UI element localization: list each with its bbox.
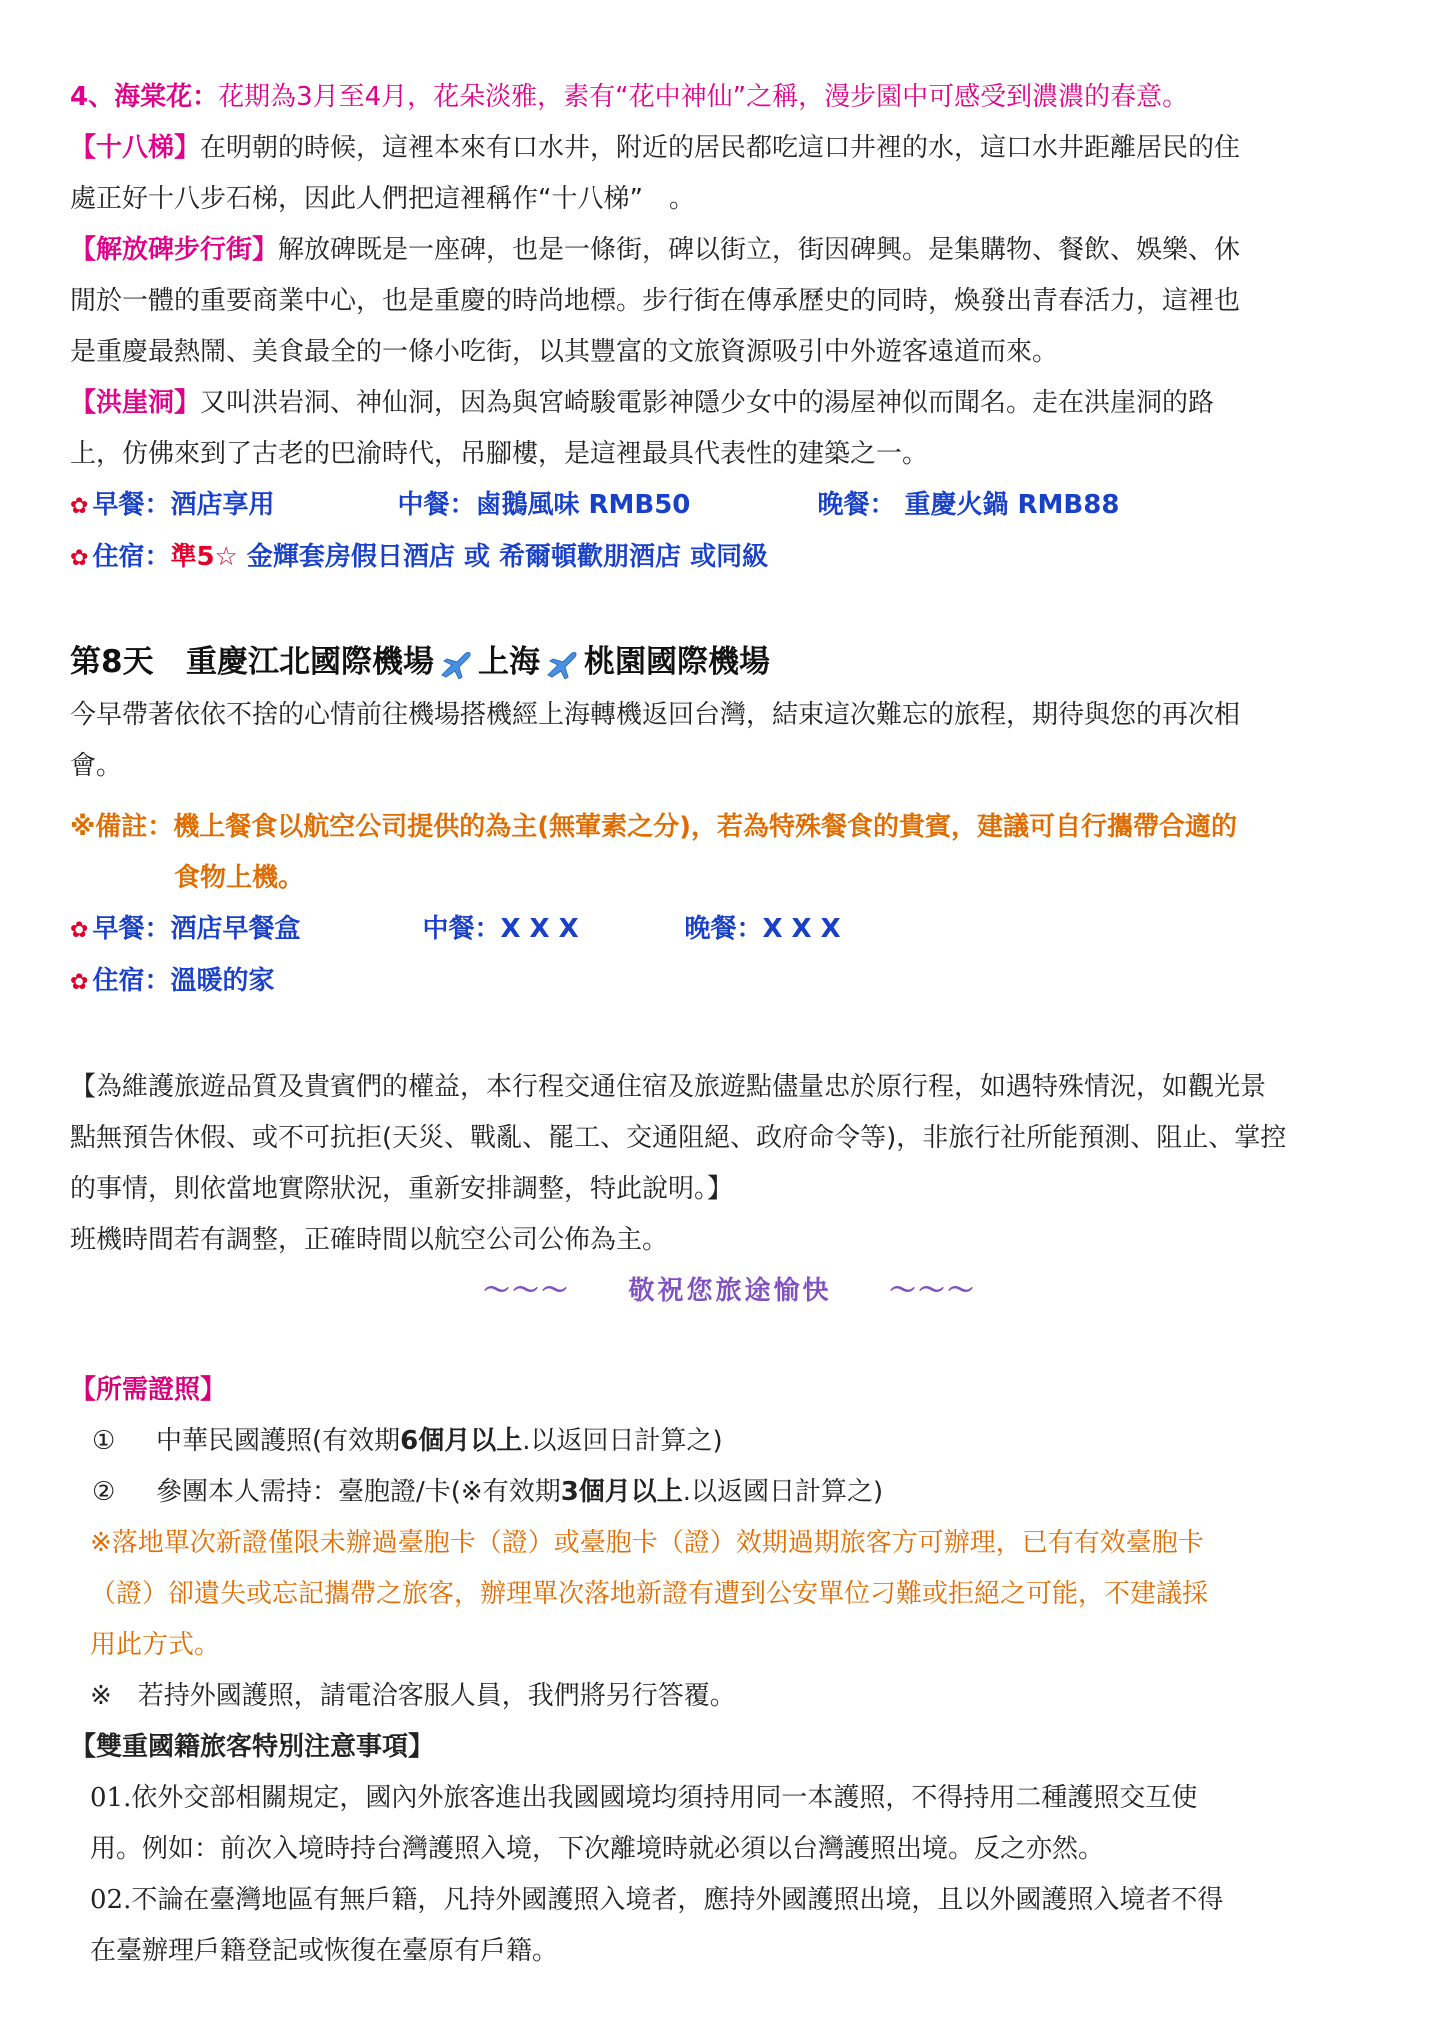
warning-1: ※落地單次新證僅限未辦過臺胞卡（證）或臺胞卡（證）效期過期旅客方可辦理，已有有效臺胞卡 [90, 1528, 1204, 1558]
hongya-line-2: 上，仿佛來到了古老的巴渝時代，吊腳樓，是這裡最具代表性的建築之一。 [70, 439, 929, 469]
day8-title [70, 634, 1390, 690]
dual-item-2-number: 02. [90, 1885, 132, 1915]
haitang-line [70, 72, 1390, 123]
hongya-text-1: 又叫洪岩洞、神仙洞，因為與宮崎駿電影神隱少女中的湯屋神似而聞名。走在洪崖洞的路 [200, 388, 1215, 418]
day8-hotel-text: 住宿：溫暖的家 [92, 966, 275, 996]
jiefang-text-1: 解放碑既是一座碑，也是一條街，碑以街立，街因碑興。是集購物、餐飲、娛樂、休 [278, 235, 1241, 265]
day8-desc-2: 會。 [70, 751, 123, 781]
day7-hotel-names: 金輝套房假日酒店 或 希爾頓歡朋酒店 或同級 [246, 542, 769, 572]
shiba-line-1 [70, 123, 1390, 174]
flower-icon: ✿ [70, 918, 89, 943]
documents-title: 【所需證照】 [70, 1375, 227, 1405]
day8-route-via: 上海 [477, 644, 540, 680]
haitang-title: 4、海棠花： [70, 82, 219, 112]
flight-note: 班機時間若有調整，正確時間以航空公司公佈為主。 [70, 1225, 669, 1255]
item-1-pre: 中華民國護照(有效期 [156, 1426, 401, 1456]
day7-hotel-label: 住宿： [92, 542, 171, 572]
jiefang-title: 【解放碑步行街】 [70, 235, 279, 265]
airplane-icon [544, 649, 580, 679]
day8-desc-1: 今早帶著依依不捨的心情前往機場搭機經上海轉機返回台灣，結束這次難忘的旅程，期待與您的再次相 [70, 700, 1241, 730]
disclaimer-3: 的事情，則依當地實際狀況，重新安排調整，特此說明。】 [70, 1174, 734, 1204]
day8-label: 第8天 [70, 644, 154, 680]
disclaimer-2: 點無預告休假、或不可抗拒(天災、戰亂、罷工、交通阻絕、政府命令等)，非旅行社所能預測、阻止、掌控 [70, 1123, 1287, 1153]
item-1-number: ① [92, 1426, 116, 1456]
haitang-text: 花期為3月至4月，花朵淡雅，素有“花中神仙”之稱，漫步園中可感受到濃濃的春意。 [218, 82, 1189, 112]
item-2-bold: 3個月以上 [560, 1477, 683, 1507]
day7-lunch: 中餐：鹵鵝風味 RMB50 [397, 490, 691, 520]
day7-meals [70, 480, 1390, 532]
warning-3: 用此方式。 [90, 1630, 221, 1660]
jiefang-line-2: 閒於一體的重要商業中心，也是重慶的時尚地標。步行街在傳承歷史的同時，煥發出青春活力，這裡也 [70, 286, 1241, 316]
item-1-post: .以返回日計算之) [522, 1426, 723, 1456]
item-2-post: .以返國日計算之) [682, 1477, 884, 1507]
day8-dinner: 晚餐：X X X [684, 914, 841, 944]
item-2-number: ② [92, 1477, 116, 1507]
item-2-pre: 參團本人需持：臺胞證/卡(※有效期 [156, 1477, 561, 1507]
shiba-title: 【十八梯】 [70, 133, 201, 163]
day8-note-1: ※備註：機上餐食以航空公司提供的為主(無葷素之分)，若為特殊餐食的貴賓，建議可自行攜帶合適的 [70, 812, 1238, 842]
wish-line: ～～～ 敬祝您旅途愉快 ～～～ [483, 1276, 977, 1306]
dual-item-1-text-1: 依外交部相關規定，國內外旅客進出我國國境均須持用同一本護照，不得持用二種護照交互使 [131, 1783, 1198, 1813]
dual-item-1-number: 01. [90, 1783, 132, 1813]
day7-dinner: 晚餐： 重慶火鍋 RMB88 [817, 490, 1120, 520]
jiefang-line-1 [70, 225, 1390, 276]
jiefang-line-3: 是重慶最熱鬧、美食最全的一條小吃街，以其豐富的文旅資源吸引中外遊客遠道而來。 [70, 337, 1059, 367]
day7-breakfast: 早餐：酒店享用 [92, 490, 275, 520]
dual-title: 【雙重國籍旅客特別注意事項】 [70, 1732, 435, 1762]
flower-icon: ✿ [70, 970, 89, 995]
dual-item-1-line-1 [70, 1773, 1390, 1824]
hongya-line-1 [70, 378, 1390, 429]
documents-item-1 [70, 1416, 1390, 1467]
day8-hotel [70, 956, 1390, 1008]
dual-item-1-line-2: 用。例如：前次入境時持台灣護照入境，下次離境時就必須以台灣護照出境。反之亦然。 [90, 1834, 1105, 1864]
foreign-passport-note: ※ 若持外國護照，請電洽客服人員，我們將另行答覆。 [90, 1681, 736, 1711]
document-page [70, 72, 1390, 1977]
hongya-title: 【洪崖洞】 [70, 388, 201, 418]
day8-meals [70, 904, 1390, 956]
dual-item-2-line-1 [70, 1875, 1390, 1926]
warning-2: （證）卻遺失或忘記攜帶之旅客，辦理單次落地新證有遭到公安單位刁難或拒絕之可能，不建議採 [90, 1579, 1209, 1609]
airplane-icon [438, 649, 474, 679]
day8-note-2: 食物上機。 [174, 863, 305, 893]
flower-icon: ✿ [70, 494, 89, 519]
dual-item-2-text-1: 不論在臺灣地區有無戶籍，凡持外國護照入境者，應持外國護照出境，且以外國護照入境者不得 [131, 1885, 1224, 1915]
flower-icon: ✿ [70, 546, 89, 571]
day8-route-from: 重慶江北國際機場 [185, 644, 434, 680]
shiba-text-1: 在明朝的時候，這裡本來有口水井，附近的居民都吃這口井裡的水，這口水井距離居民的住 [200, 133, 1241, 163]
documents-item-2 [70, 1467, 1390, 1518]
shiba-line-2: 處正好十八步石梯，因此人們把這裡稱作“十八梯” 。 [70, 184, 695, 214]
day8-lunch: 中餐：X X X [422, 914, 579, 944]
day8-route-to: 桃園國際機場 [583, 644, 770, 680]
dual-item-2-line-2: 在臺辦理戶籍登記或恢復在臺原有戶籍。 [90, 1936, 559, 1966]
day7-hotel [70, 532, 1390, 584]
item-1-bold: 6個月以上 [400, 1426, 523, 1456]
day7-hotel-rating: 準5☆ [170, 542, 238, 572]
disclaimer-1: 【為維護旅遊品質及貴賓們的權益，本行程交通住宿及旅遊點儘量忠於原行程，如遇特殊情況，如觀光景 [70, 1072, 1267, 1102]
day8-breakfast: 早餐：酒店早餐盒 [92, 914, 301, 944]
